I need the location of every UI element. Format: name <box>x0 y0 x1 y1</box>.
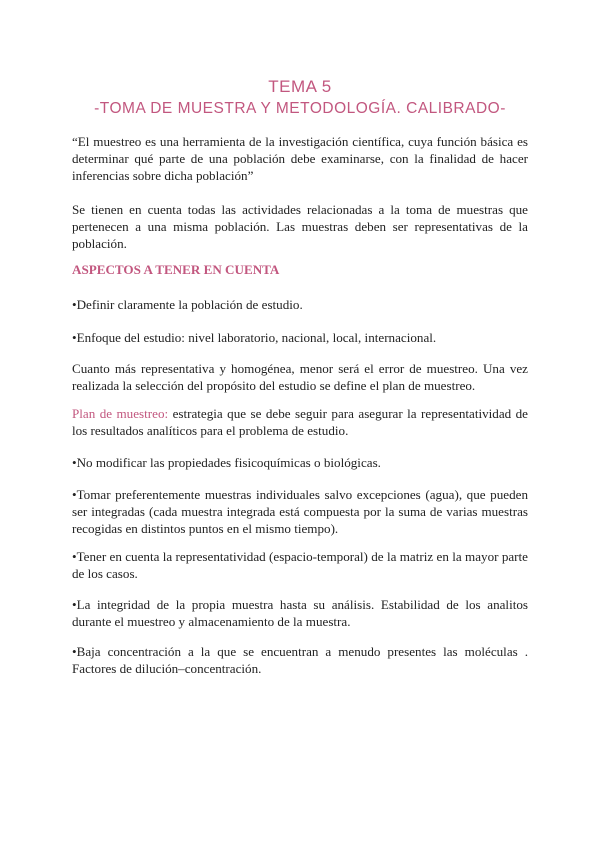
bullet-no-modificar: •No modificar las propiedades fisicoquímicas o biológicas. <box>72 455 381 470</box>
bullet-representatividad: •Tener en cuenta la representatividad (espacio-temporal) de la matriz en la mayor parte de los casos. <box>72 549 528 581</box>
page-title: TEMA 5 <box>268 77 332 96</box>
bullet-definir: •Definir claramente la población de estudio. <box>72 297 303 312</box>
plan-de-muestreo-paragraph <box>72 405 528 439</box>
intro-quote: “El muestreo es una herramienta de la investigación científica, cuya función básica es determinar qué parte de una población debe examinarse, con la finalidad de hacer inferencias sobre dicha población” <box>72 134 528 183</box>
bullet-integridad: •La integridad de la propia muestra hasta su análisis. Estabilidad de los analitos durante el muestreo y almacenamiento de la muestra. <box>72 597 528 629</box>
plan-de-muestreo-label: Plan de muestreo: <box>72 406 169 421</box>
representatividad-paragraph: Cuanto más representativa y homogénea, menor será el error de muestreo. Una vez realizada la selección del propósito del estudio se define el plan de muestreo. <box>72 361 528 393</box>
section-heading: ASPECTOS A TENER EN CUENTA <box>72 262 280 277</box>
intro-paragraph: Se tienen en cuenta todas las actividades relacionadas a la toma de muestras que pertenecen a una misma población. Las muestras deben ser representativas de la población. <box>72 202 528 251</box>
bullet-baja-concentracion: •Baja concentración a la que se encuentran a menudo presentes las moléculas . Factores de dilución–concentración. <box>72 644 528 676</box>
plan-de-muestreo-text: estrategia que se debe seguir para asegurar la representatividad de los resultados analíticos para el problema de estudio. <box>72 406 528 438</box>
bullet-tomar-muestras: •Tomar preferentemente muestras individuales salvo excepciones (agua), que pueden ser integradas (cada muestra integrada está compuesta por la suma de varias muestras recogidas en distintos puntos en el mismo tiempo). <box>72 487 528 536</box>
bullet-enfoque: •Enfoque del estudio: nivel laboratorio, nacional, local, internacional. <box>72 330 437 345</box>
page-subtitle: -TOMA DE MUESTRA Y METODOLOGÍA. CALIBRADO- <box>94 100 506 117</box>
